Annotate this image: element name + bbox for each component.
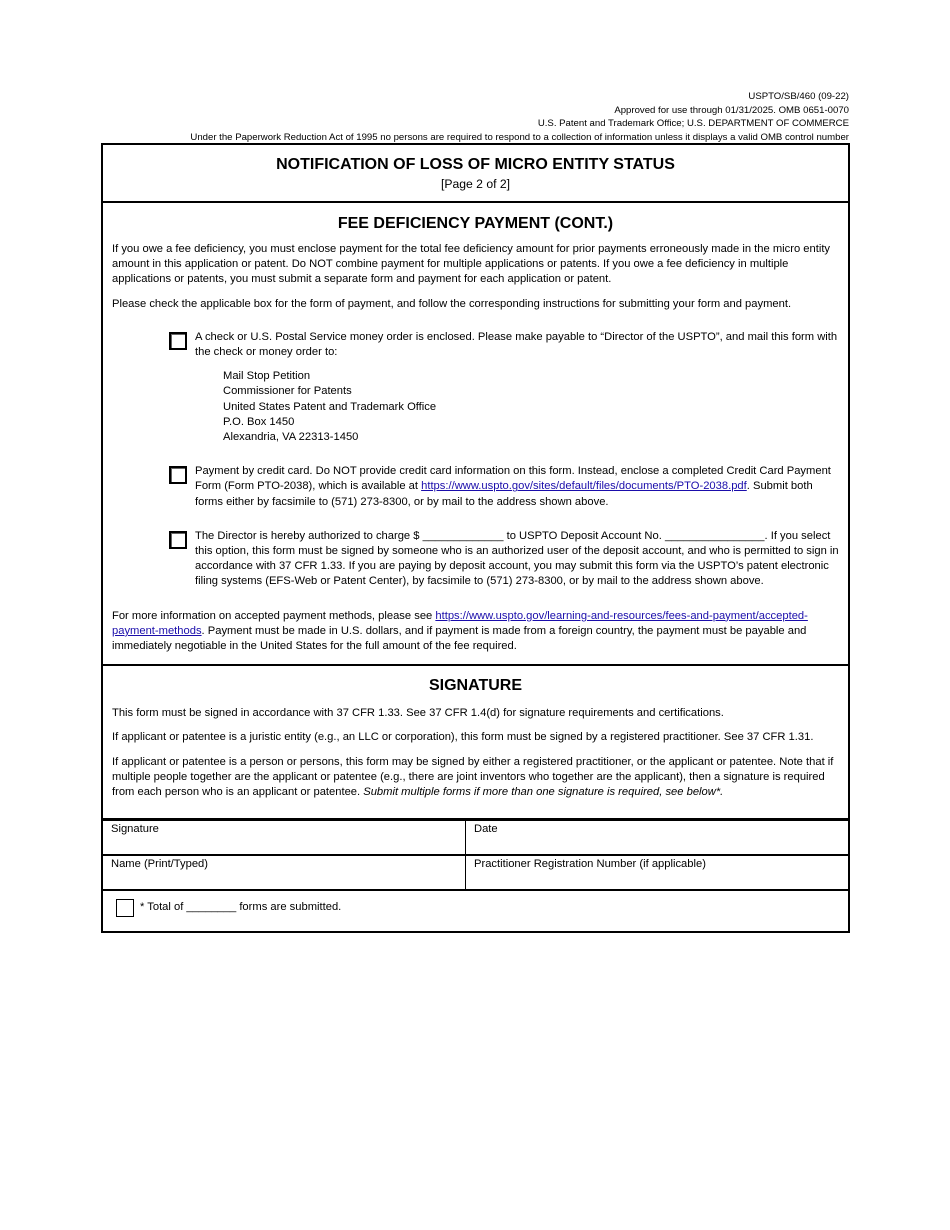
fee-deficiency-section [103,203,848,666]
total-forms-checkbox[interactable] [116,899,134,917]
page-indicator: [Page 2 of 2] [440,177,511,191]
fee-instruction: Please check the applicable box for the form of payment, and follow the corresponding instructions for submitting your form and payment. [112,297,792,310]
address-line: Commissioner for Patents [223,385,352,398]
payment-option-deposit [112,529,839,590]
deposit-account-checkbox[interactable] [169,531,187,549]
check-option-text: A check or U.S. Postal Service money order is enclosed. Please make payable to “Director of the USPTO”, and mail this form with the check or money order to: [195,330,838,359]
signature-rule-2: If applicant or patentee is a juristic entity (e.g., an LLC or corporation), this form must be signed by a registered practitioner. See 37 CFR 1.31. [112,731,814,744]
address-line: Mail Stop Petition [223,370,311,383]
payment-methods-link[interactable]: https://www.uspto.gov/learning-and-resources/fees-and-payment/accepted-payment-methods [112,609,808,637]
payment-methods-info: For more information on accepted payment methods, please see https://www.uspto.gov/learning-and-resources/fees-and-payment/accepted-payment-methods. Payment must be made in U.S. dollars, and if payment is made from a foreign country, the payment must be payable and immediately negotiable in the United States for the full amount of the fee required. [112,609,808,653]
agency: U.S. Patent and Trademark Office; U.S. DEPARTMENT OF COMMERCE [537,118,849,130]
signature-rule-3: If applicant or patentee is a person or persons, this form may be signed by either a registered practitioner, or the applicant or patentee. Note that if multiple people together are the applicant or patentee (e.g., there are joint inventors who together are the applicant), then a signature is required from each person who is an applicant or patentee. Submit multiple forms if more than one signature is required, see below*. [112,755,834,799]
fee-intro: If you owe a fee deficiency, you must enclose payment for the total fee deficiency amount for prior payments erroneously made in the micro entity amount in this application or patent. Do NOT combine payment for multiple applications or patents. If you owe a fee deficiency in multiple applications or patents, you must submit a separate form and payment for each application or patent. [112,243,831,286]
total-forms-text: * Total of ________ forms are submitted. [140,901,342,914]
address-line: P.O. Box 1450 [223,415,295,428]
omb-approval: Approved for use through 01/31/2025. OMB 0651-0070 [614,104,849,116]
name-field[interactable]: Name (Print/Typed) [103,855,466,890]
fee-heading: FEE DEFICIENCY PAYMENT (CONT.) [337,215,614,232]
form-id: USPTO/SB/460 (09-22) [748,91,849,102]
signature-fields [103,821,848,891]
signature-rule-1: This form must be signed in accordance with 37 CFR 1.33. See 37 CFR 1.4(d) for signature requirements and certifications. [112,707,724,720]
payment-option-check [112,330,839,360]
payment-option-credit-card [112,464,839,510]
registration-number-field[interactable]: Practitioner Registration Number (if applicable) [466,855,849,890]
pto-2038-link[interactable]: https://www.uspto.gov/sites/default/files/documents/PTO-2038.pdf [421,480,747,493]
signature-heading: SIGNATURE [428,677,523,695]
signature-section [103,666,848,821]
form-header [190,90,849,144]
form-title: NOTIFICATION OF LOSS OF MICRO ENTITY STATUS [276,156,675,173]
deposit-option-text: The Director is hereby authorized to charge $ _____________ to USPTO Deposit Account No. ________________. If you select this option, this form must be signed by someone who is an authorized user of the deposit account, and who is permitted to sign in accordance with 37 CFR 1.33. If you are paying by deposit account, you may submit this form via the USPTO’s patent electronic filing systems (EFS-Web or Patent Center), by facsimile to (571) 273-8300, or by mail to the address shown above. [195,529,839,588]
credit-card-option-text: Payment by credit card. Do NOT provide credit card information on this form. Instead, enclose a completed Credit Card Payment Form (Form PTO-2038), which is available at https://www.uspto.gov/sites/default/files/documents/PTO-2038.pdf. Submit both forms either by facsimile to (571) 273-8300, or by mail to the address shown above. [195,465,831,508]
form-box [101,143,850,933]
paperwork-notice: Under the Paperwork Reduction Act of 1995 no persons are required to respond to a collection of information unless it displays a valid OMB control number [190,131,849,143]
mailing-address [112,369,839,445]
title-section [103,145,848,203]
check-payment-checkbox[interactable] [169,332,187,350]
date-field[interactable]: Date [466,821,849,855]
signature-field[interactable]: Signature [103,821,466,855]
address-line: United States Patent and Trademark Office [223,400,437,413]
credit-card-checkbox[interactable] [169,466,187,484]
address-line: Alexandria, VA 22313-1450 [223,431,359,444]
total-forms-row [103,891,848,931]
